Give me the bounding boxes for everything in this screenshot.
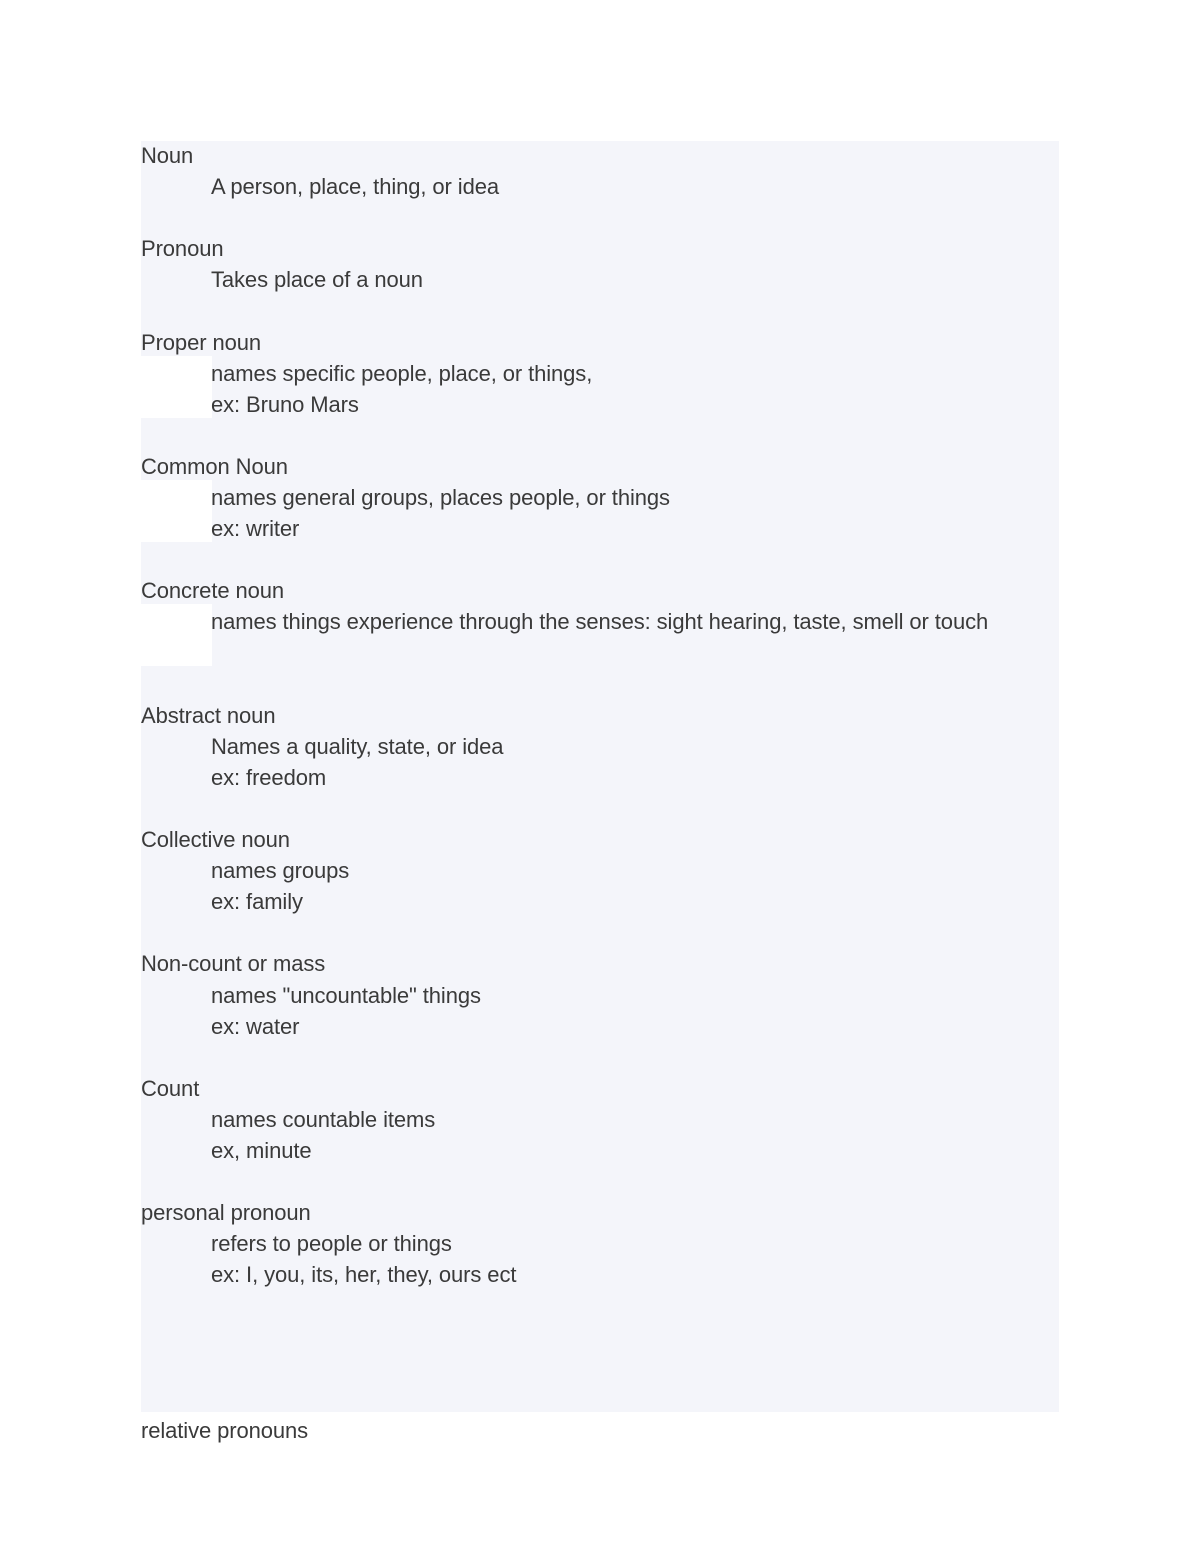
definition-line: names specific people, place, or things, [211,360,593,386]
example-line: ex: I, you, its, her, they, ours ect [211,1262,517,1288]
term-collective-noun: Collective noun [141,827,290,853]
example-line: ex, minute [211,1138,312,1163]
example-line: ex: Bruno Mars [211,391,359,417]
spacer [141,1290,1059,1321]
definition-line: Takes place of a noun [211,267,423,293]
spacer [141,1042,1059,1073]
definition-line: Names a quality, state, or idea [211,733,504,759]
term-personal-pronoun: personal pronoun [141,1200,311,1226]
document-body [141,140,1059,1446]
example-line: ex: writer [211,516,300,542]
spacer [141,917,1059,948]
example-line: ex: water [211,1013,300,1039]
term-proper-noun: Proper noun [141,329,261,355]
definition-line: names "uncountable" things [211,982,481,1008]
spacer [141,420,1059,451]
term-noun: Noun [141,143,194,168]
term-count: Count [141,1075,200,1101]
term-abstract-noun: Abstract noun [141,702,276,728]
example-line: ex: freedom [211,764,327,790]
spacer [141,295,1059,326]
definition-line: A person, place, thing, or idea [211,174,499,200]
term-common-noun: Common Noun [141,453,288,479]
example-line: ex: family [211,889,303,915]
term-non-count: Non-count or mass [141,951,326,977]
spacer [141,1322,1059,1353]
spacer [141,669,1059,700]
term-relative-pronouns: relative pronouns [141,1417,309,1443]
definition-line: names general groups, places people, or things [211,485,670,511]
spacer [141,1384,1059,1415]
spacer [141,1353,1059,1384]
definition-line: names groups [211,858,350,884]
definition-line: names countable items [211,1106,436,1132]
term-concrete-noun: Concrete noun [141,578,285,604]
spacer [141,793,1059,824]
definition-line: names things experience through the senses: sight hearing, taste, smell or touch [211,609,989,635]
spacer [141,638,1059,669]
term-pronoun: Pronoun [141,236,224,262]
spacer [141,1166,1059,1197]
spacer [141,544,1059,575]
definition-line: refers to people or things [211,1231,452,1257]
spacer [141,202,1059,233]
